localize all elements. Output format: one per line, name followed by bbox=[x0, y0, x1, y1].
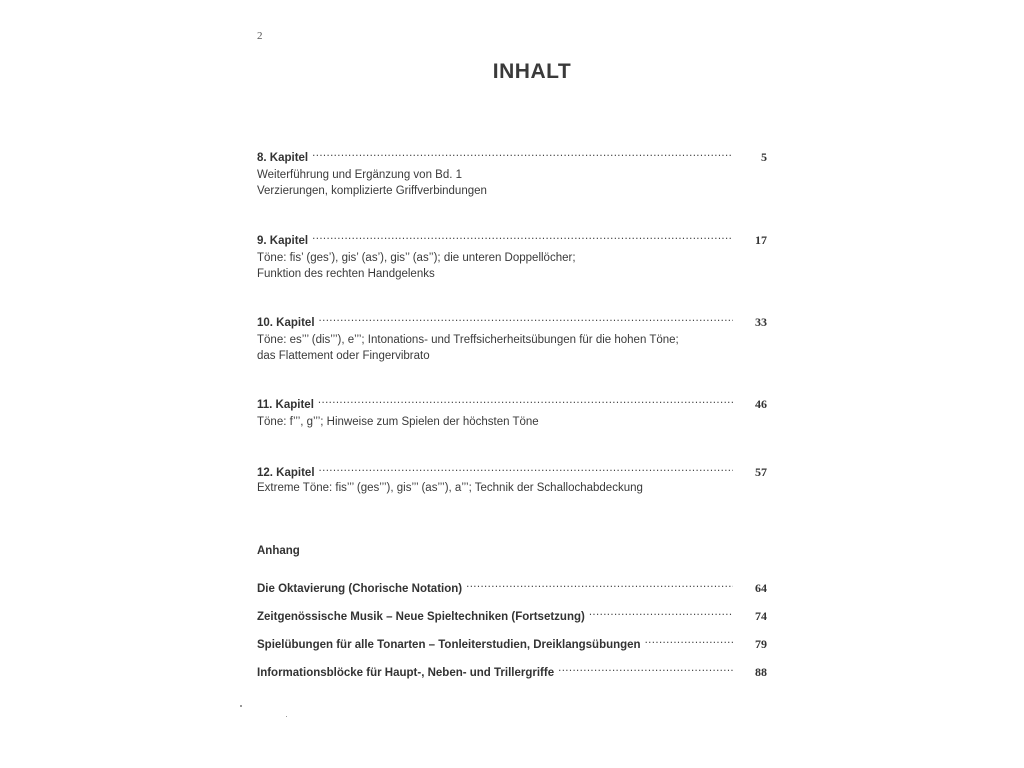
toc-entry-chapter-8[interactable] bbox=[257, 147, 767, 199]
page-ref: 88 bbox=[755, 665, 767, 679]
chapter-description bbox=[257, 332, 767, 364]
chapter-label: 11. Kapitel bbox=[257, 399, 314, 411]
appendix-label: Informationsblöcke für Haupt-, Neben- und Trillergriffe bbox=[257, 667, 555, 679]
page-ref: 33 bbox=[755, 315, 767, 329]
description-line: Verzierungen, komplizierte Griffverbindungen bbox=[257, 185, 487, 197]
description-line: Töne: es’’’ (dis’’’), e’’’; Intonations- und Treffsicherheitsübungen für die hohen Töne; bbox=[257, 334, 679, 346]
dot-leader bbox=[645, 634, 733, 648]
dot-leader bbox=[319, 462, 733, 476]
page-ref: 5 bbox=[761, 150, 767, 164]
dot-leader bbox=[319, 312, 733, 326]
appendix-heading: Anhang bbox=[257, 545, 300, 557]
page-ref: 64 bbox=[755, 581, 767, 595]
chapter-description bbox=[257, 480, 767, 496]
dot-leader bbox=[466, 578, 733, 592]
toc-entry-appendix-2[interactable] bbox=[257, 606, 767, 624]
description-line: Töne: f’’’, g’’’; Hinweise zum Spielen der höchsten Töne bbox=[257, 416, 539, 428]
description-line: Extreme Töne: fis’’’ (ges’’’), gis’’’ (as’’’), a’’’; Technik der Schallochabdeckung bbox=[257, 482, 643, 494]
dot-leader bbox=[312, 230, 733, 244]
description-line: Weiterführung und Ergänzung von Bd. 1 bbox=[257, 169, 463, 181]
dot-leader bbox=[558, 662, 733, 676]
page-ref: 74 bbox=[755, 609, 767, 623]
page-number: 2 bbox=[257, 30, 263, 42]
toc-entry-appendix-3[interactable] bbox=[257, 634, 767, 652]
scan-speck bbox=[240, 705, 242, 707]
toc-entry-appendix-1[interactable] bbox=[257, 578, 767, 596]
page-ref: 17 bbox=[755, 233, 767, 247]
description-line: Funktion des rechten Handgelenks bbox=[257, 268, 435, 280]
page-ref: 79 bbox=[755, 637, 767, 651]
description-line: Töne: fis’ (ges’), gis’ (as’), gis’’ (as’’); die unteren Doppellöcher; bbox=[257, 252, 576, 264]
appendix-label: Spielübungen für alle Tonarten – Tonleiterstudien, Dreiklangsübungen bbox=[257, 639, 641, 651]
dot-leader bbox=[318, 394, 733, 408]
toc-entry-chapter-10[interactable] bbox=[257, 312, 767, 364]
chapter-description bbox=[257, 250, 767, 282]
page-title: INHALT bbox=[492, 60, 572, 83]
chapter-label: 10. Kapitel bbox=[257, 317, 315, 329]
chapter-description bbox=[257, 414, 767, 430]
page-ref: 57 bbox=[755, 465, 767, 479]
page-ref: 46 bbox=[755, 397, 767, 411]
chapter-label: 9. Kapitel bbox=[257, 235, 309, 247]
chapter-label: 8. Kapitel bbox=[257, 152, 309, 164]
scan-speck bbox=[286, 716, 287, 717]
toc-entry-appendix-4[interactable] bbox=[257, 662, 767, 680]
dot-leader bbox=[312, 147, 733, 161]
toc-entry-chapter-11[interactable] bbox=[257, 394, 767, 430]
appendix-label: Zeitgenössische Musik – Neue Spieltechniken (Fortsetzung) bbox=[257, 611, 585, 623]
toc-entry-chapter-12[interactable] bbox=[257, 462, 767, 496]
appendix-label: Die Oktavierung (Chorische Notation) bbox=[257, 583, 463, 595]
dot-leader bbox=[589, 606, 733, 620]
toc-entry-chapter-9[interactable] bbox=[257, 230, 767, 282]
chapter-label: 12. Kapitel bbox=[257, 467, 315, 479]
chapter-description bbox=[257, 167, 767, 199]
description-line: das Flattement oder Fingervibrato bbox=[257, 350, 430, 362]
